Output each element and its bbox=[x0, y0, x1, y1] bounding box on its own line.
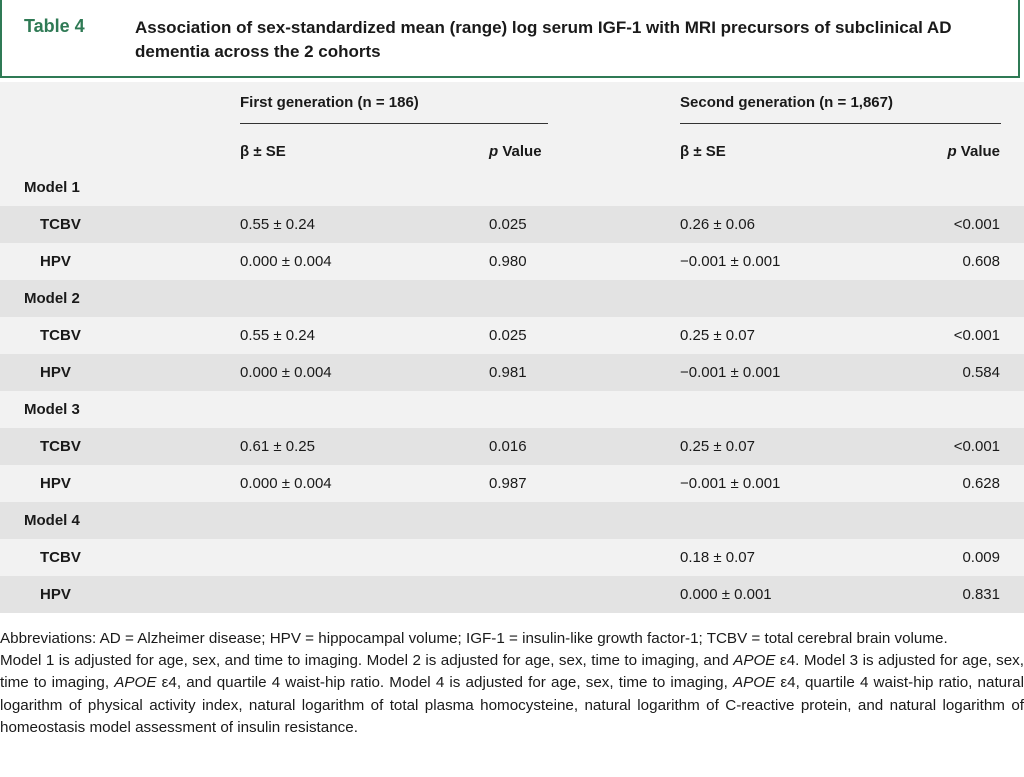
p-value-cell-1: 0.025 bbox=[489, 327, 527, 344]
beta-se-cell-1: 0.61 ± 0.25 bbox=[240, 438, 315, 455]
model-row bbox=[0, 169, 1024, 206]
table-row bbox=[0, 576, 1024, 613]
p-value-cell-1: 0.016 bbox=[489, 438, 527, 455]
model-label: Model 1 bbox=[24, 179, 80, 196]
beta-se-cell-2: −0.001 ± 0.001 bbox=[680, 364, 781, 381]
p-value-cell-2: <0.001 bbox=[953, 216, 1000, 233]
measure-label: TCBV bbox=[40, 216, 81, 233]
abbreviations-note: Abbreviations: AD = Alzheimer disease; HPV = hippocampal volume; IGF-1 = insulin-like growth factor-1; TCBV = total cerebral brain volume. bbox=[0, 630, 948, 647]
beta-se-cell-2: 0.25 ± 0.07 bbox=[680, 327, 755, 344]
table-row bbox=[0, 428, 1024, 465]
model-label: Model 3 bbox=[24, 401, 80, 418]
first-generation-header: First generation (n = 186) bbox=[240, 94, 419, 111]
p-value-cell-2: 0.831 bbox=[962, 586, 1000, 603]
second-generation-rule bbox=[680, 123, 1001, 124]
p-value-cell-1: 0.987 bbox=[489, 475, 527, 492]
table-row bbox=[0, 539, 1024, 576]
column-header bbox=[0, 82, 1024, 160]
table-row bbox=[0, 354, 1024, 391]
p-value-header-1: p Value bbox=[489, 143, 542, 160]
p-value-cell-1: 0.025 bbox=[489, 216, 527, 233]
beta-se-cell-1: 0.000 ± 0.004 bbox=[240, 364, 332, 381]
beta-se-cell-1: 0.000 ± 0.004 bbox=[240, 475, 332, 492]
model-row bbox=[0, 502, 1024, 539]
table-header-box bbox=[0, 0, 1020, 78]
beta-se-cell-2: −0.001 ± 0.001 bbox=[680, 253, 781, 270]
table-title: Association of sex-standardized mean (range) log serum IGF-1 with MRI precursors of subclinical AD dementia across the 2 cohorts bbox=[135, 18, 952, 61]
p-value-cell-2: 0.608 bbox=[962, 253, 1000, 270]
data-table bbox=[0, 82, 1024, 613]
model-row bbox=[0, 280, 1024, 317]
measure-label: HPV bbox=[40, 253, 71, 270]
p-value-cell-1: 0.981 bbox=[489, 364, 527, 381]
beta-se-cell-2: 0.000 ± 0.001 bbox=[680, 586, 772, 603]
p-value-cell-2: <0.001 bbox=[953, 327, 1000, 344]
model-label: Model 4 bbox=[24, 512, 80, 529]
beta-se-cell-2: −0.001 ± 0.001 bbox=[680, 475, 781, 492]
measure-label: TCBV bbox=[40, 438, 81, 455]
model-label: Model 2 bbox=[24, 290, 80, 307]
measure-label: HPV bbox=[40, 364, 71, 381]
measure-label: TCBV bbox=[40, 327, 81, 344]
table-row bbox=[0, 206, 1024, 243]
table-row bbox=[0, 317, 1024, 354]
table-footnotes bbox=[0, 628, 1024, 739]
measure-label: TCBV bbox=[40, 549, 81, 566]
p-value-header-2: p Value bbox=[947, 143, 1000, 160]
beta-se-cell-2: 0.26 ± 0.06 bbox=[680, 216, 755, 233]
table-row bbox=[0, 465, 1024, 502]
table-number: Table 4 bbox=[24, 16, 85, 36]
beta-se-cell-1: 0.000 ± 0.004 bbox=[240, 253, 332, 270]
beta-se-cell-2: 0.18 ± 0.07 bbox=[680, 549, 755, 566]
p-value-cell-1: 0.980 bbox=[489, 253, 527, 270]
table-row bbox=[0, 243, 1024, 280]
models-note: Model 1 is adjusted for age, sex, and time to imaging. Model 2 is adjusted for age, sex, time to imaging, and APOE ε4. Model 3 is adjusted for age, sex, time to imaging, APOE ε4, and quartile 4 waist-hip ratio. Model 4 is adjusted for age, sex, time to imaging, APOE ε4, quartile 4 waist-hip ratio, natural logarithm of physical activity index, natural logarithm of total plasma homocysteine, natural logarithm of C-reactive protein, and natural logarithm of homeostasis model assessment of insulin resistance. bbox=[0, 652, 1024, 736]
beta-se-cell-1: 0.55 ± 0.24 bbox=[240, 216, 315, 233]
model-row bbox=[0, 391, 1024, 428]
beta-se-header-2: β ± SE bbox=[680, 143, 726, 160]
beta-se-cell-2: 0.25 ± 0.07 bbox=[680, 438, 755, 455]
p-value-cell-2: 0.628 bbox=[962, 475, 1000, 492]
beta-se-cell-1: 0.55 ± 0.24 bbox=[240, 327, 315, 344]
p-value-cell-2: <0.001 bbox=[953, 438, 1000, 455]
beta-se-header-1: β ± SE bbox=[240, 143, 286, 160]
p-value-cell-2: 0.584 bbox=[962, 364, 1000, 381]
measure-label: HPV bbox=[40, 586, 71, 603]
first-generation-rule bbox=[240, 123, 548, 124]
p-value-cell-2: 0.009 bbox=[962, 549, 1000, 566]
measure-label: HPV bbox=[40, 475, 71, 492]
second-generation-header: Second generation (n = 1,867) bbox=[680, 94, 893, 111]
